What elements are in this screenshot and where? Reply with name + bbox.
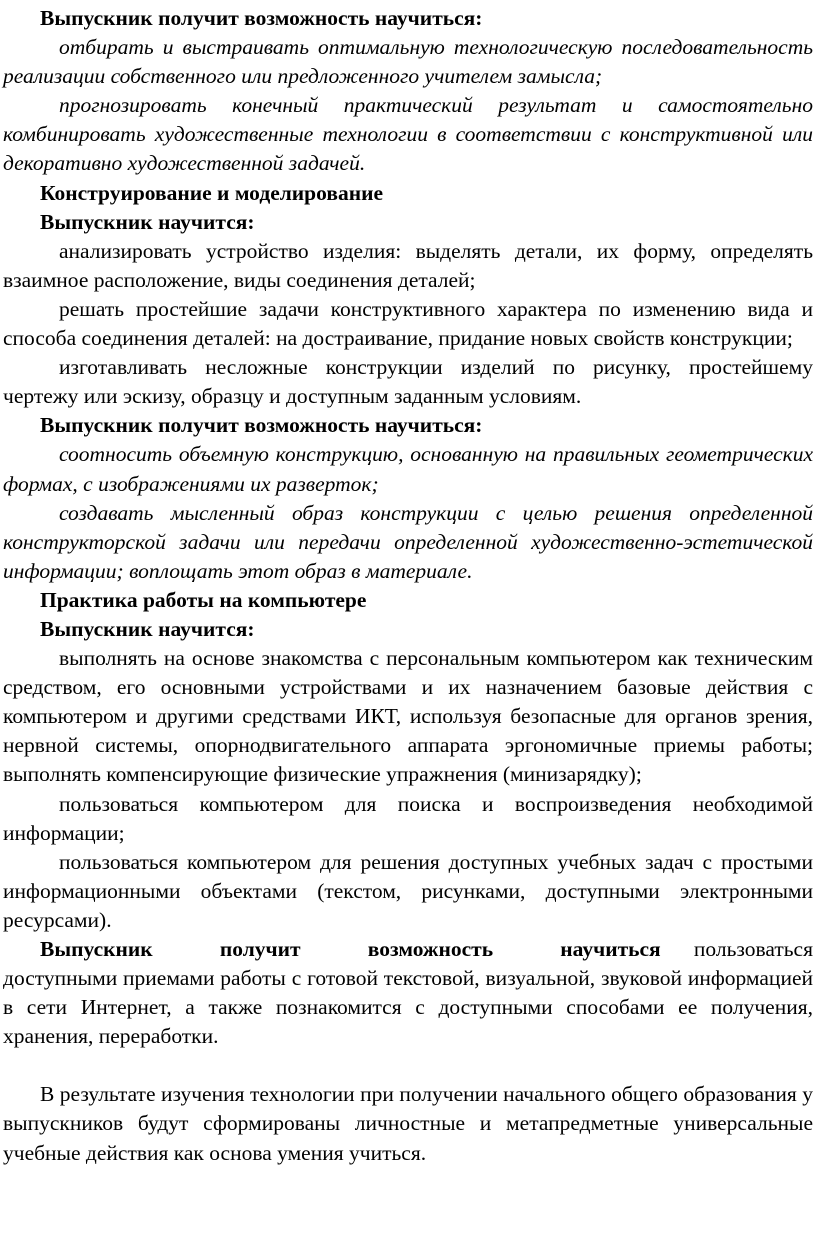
opportunity-item-1: отбирать и выстраивать оптимальную технологическую последовательность реализации собственного или предложенного учителем замысла; (3, 35, 813, 89)
opportunity-text-computer: пользоваться доступными приемами работы с готовой текстовой, визуальной, звуковой информацией в сети Интернет, а также познакомится с доступными способами ее получения, хранения, переработки. (3, 937, 813, 1049)
learn-item-analyze: анализировать устройство изделия: выделять детали, их форму, определять взаимное расположение, виды соединения деталей; (3, 238, 813, 292)
opportunity-item-create: создавать мысленный образ конструкции с целью решения определенной конструкторской задачи или передачи определенной художественно-эстетической информации; воплощать этот образ в материале. (3, 500, 813, 583)
paragraph-spacer (3, 1051, 813, 1080)
learn-item-basic-actions: выполнять на основе знакомства с персональным компьютером как техническим средством, его основными устройствами и их назначением базовые действия с компьютером и другими средствами ИКТ, используя безопасные для органов зрения, нервной системы, опорнодвигательного аппарата эргономичные приемы работы; выполнять компенсирующие физические упражнения (минизарядку); (3, 646, 813, 787)
learn-item-make: изготавливать несложные конструкции изделий по рисунку, простейшему чертежу или эскизу, образцу и доступным заданным условиям. (3, 355, 813, 409)
learn-heading-construction: Выпускник научится: (40, 209, 255, 234)
opportunity-paragraph-computer (3, 935, 813, 1051)
section-title-computer: Практика работы на компьютере (40, 587, 367, 612)
learn-item-search: пользоваться компьютером для поиска и воспроизведения необходимой информации; (3, 791, 813, 845)
learn-item-solve: решать простейшие задачи конструктивного характера по изменению вида и способа соединения деталей: на достраивание, придание новых свойств конструкции; (3, 296, 813, 351)
opportunity-heading-1: Выпускник получит возможность научиться: (40, 6, 483, 30)
section-title-construction: Конструирование и моделирование (40, 180, 384, 205)
opportunity-lead-computer: Выпускник получит возможность научиться (40, 937, 661, 961)
opportunity-item-correlate: соотносить объемную конструкцию, основанную на правильных геометрических формах, с изображениями их разверток; (3, 442, 813, 496)
conclusion-paragraph: В результате изучения технологии при получении начального общего образования у выпускников будут сформированы личностные и метапредметные универсальные учебные действия как основа умения учиться. (3, 1082, 813, 1165)
learn-heading-computer: Выпускник научится: (40, 616, 255, 641)
opportunity-heading-construction: Выпускник получит возможность научиться: (40, 413, 483, 438)
opportunity-item-2: прогнозировать конечный практический результат и самостоятельно комбинировать художественные технологии в соответствии с конструктивной или декоративно художественной задачей. (3, 93, 813, 176)
learn-item-tasks: пользоваться компьютером для решения доступных учебных задач с простыми информационными объектами (текстом, рисунками, доступными электронными ресурсами). (3, 849, 813, 932)
